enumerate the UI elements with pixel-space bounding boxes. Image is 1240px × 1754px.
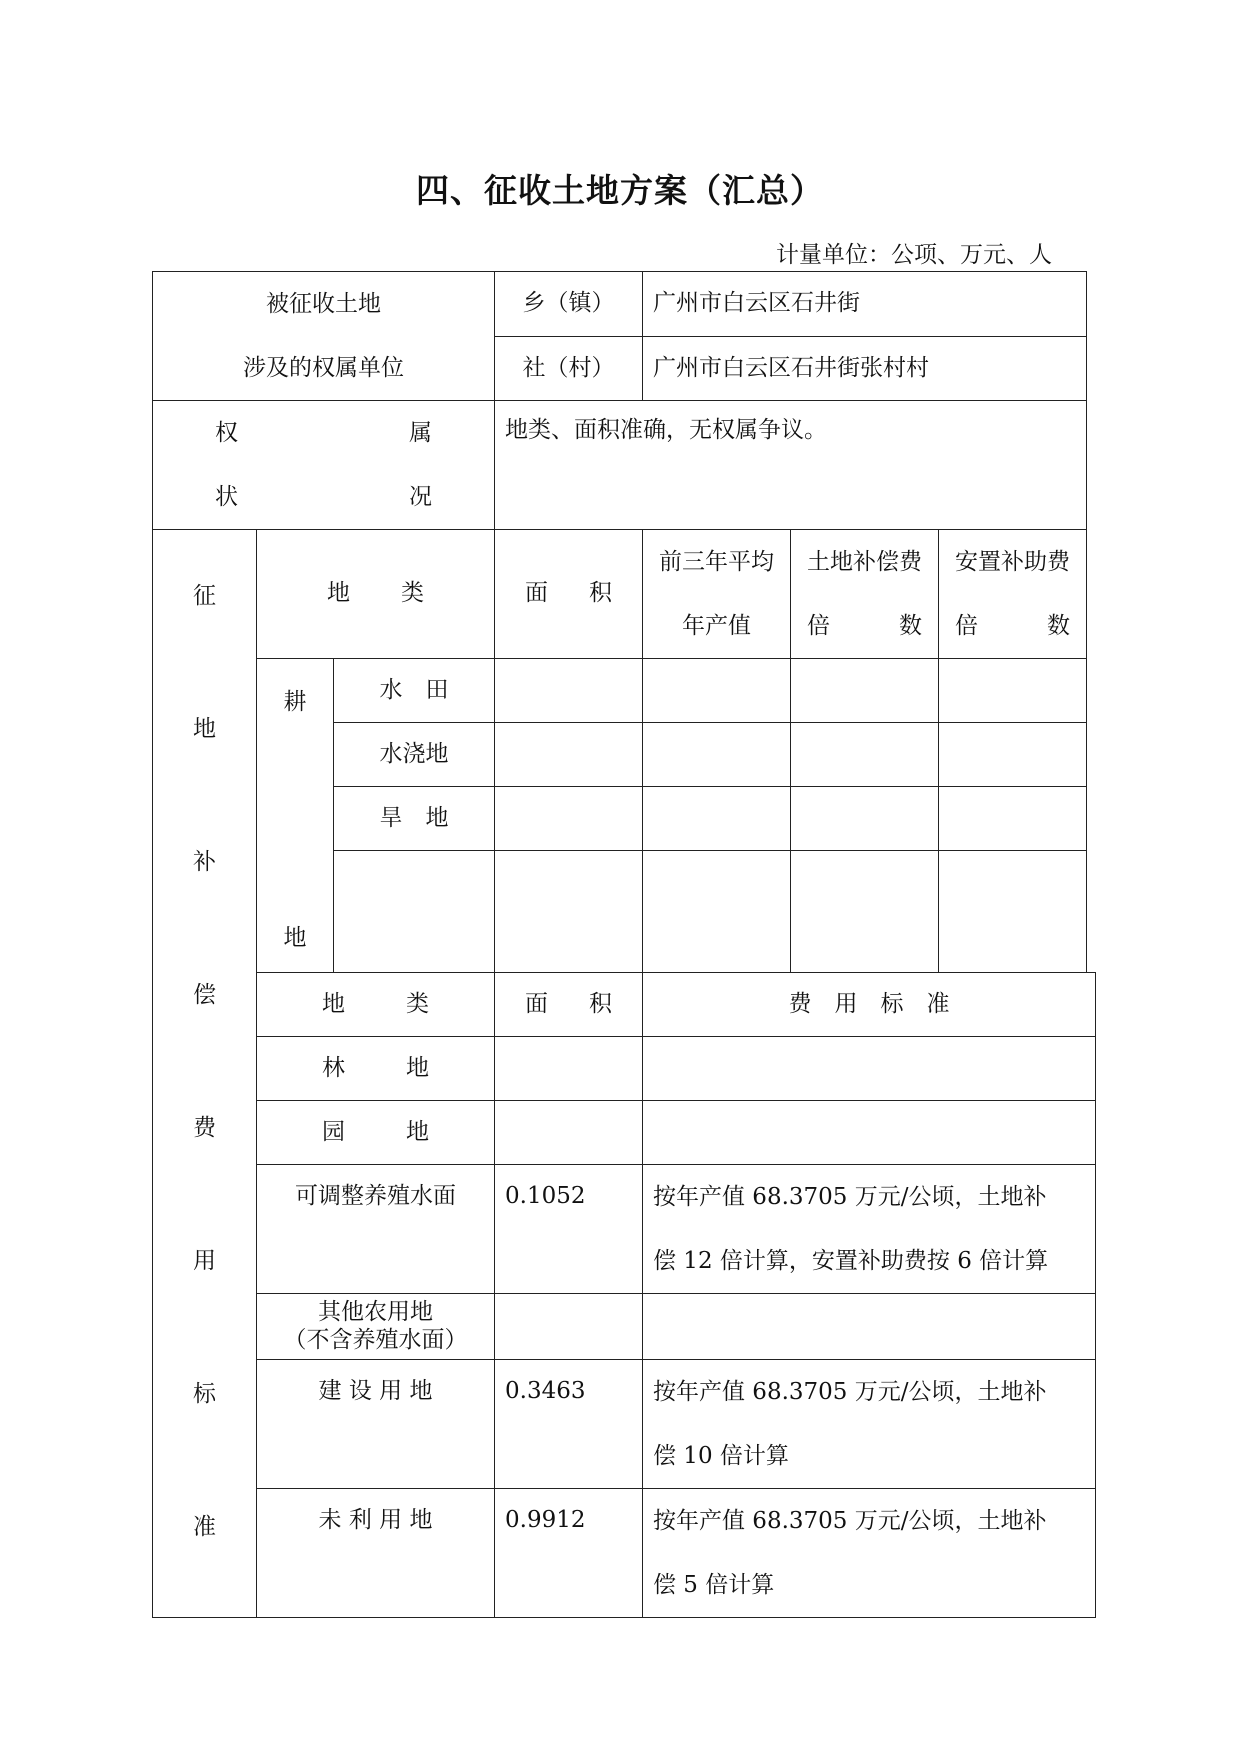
- standard-label-char: 征: [193, 582, 216, 609]
- page-title: 四、征收土地方案（汇总）: [416, 171, 824, 210]
- town-value: 广州市白云区石井街: [643, 272, 1087, 337]
- village-label: 社（村）: [495, 337, 643, 401]
- standard-label-char: 标: [193, 1380, 216, 1407]
- compensation-standard-label: [153, 530, 257, 1618]
- label-char: 林: [322, 1054, 345, 1081]
- land-compensation-multiple-header: [791, 530, 939, 659]
- standard-line: 按年产值 68.3705 万元/公顷，土地补: [653, 1379, 1047, 1405]
- dry-land-label: 旱 地: [334, 787, 495, 851]
- header-char: 数: [1047, 613, 1071, 639]
- standard-label-char: 用: [193, 1247, 216, 1274]
- status-value: 地类、面积准确，无权属争议。: [495, 401, 1087, 530]
- standard-label-char: 偿: [193, 981, 216, 1008]
- avg-output-header: [643, 530, 791, 659]
- town-label: 乡（镇）: [495, 272, 643, 337]
- standard-label-char: 地: [193, 715, 216, 742]
- other-area-header: [495, 973, 643, 1037]
- header-line: 前三年平均: [659, 549, 774, 575]
- label-char: 地: [406, 1118, 429, 1145]
- other-agri-label: [257, 1294, 495, 1360]
- forest-land-label: [257, 1037, 495, 1101]
- table-row: [153, 1037, 1096, 1101]
- status-row: [153, 401, 1096, 530]
- arable-area-header: [495, 530, 643, 659]
- header-char: 地: [327, 580, 350, 607]
- label-char: 地: [406, 1054, 429, 1081]
- resettlement-multiple-header: [939, 530, 1087, 659]
- arable-land-label: [257, 659, 334, 973]
- other-land-type-header: [257, 973, 495, 1037]
- standard-line: 按年产值 68.3705 万元/公顷，土地补: [653, 1508, 1047, 1534]
- other-header-row: [153, 973, 1096, 1037]
- ownership-unit-label: [153, 272, 495, 401]
- arable-header-row: [153, 530, 1096, 659]
- construction-land-label: 建 设 用 地: [257, 1360, 495, 1489]
- measurement-unit: 计量单位：公项、万元、人: [776, 242, 1052, 268]
- header-char: 类: [401, 580, 424, 607]
- header-char: 倍: [807, 613, 830, 639]
- table-row: [153, 1294, 1096, 1360]
- unused-land-area: 0.9912: [495, 1489, 643, 1618]
- standard-label-char: 准: [193, 1513, 216, 1540]
- construction-land-area: 0.3463: [495, 1360, 643, 1489]
- garden-land-label: [257, 1101, 495, 1165]
- town-row: [153, 272, 1096, 337]
- header-char: 数: [899, 613, 922, 639]
- table-row: [153, 1360, 1096, 1489]
- status-label-char: 权: [215, 420, 238, 446]
- status-label-char: 况: [409, 484, 432, 510]
- arable-land-type-header: [257, 530, 495, 659]
- land-acquisition-table: [152, 271, 1096, 1618]
- aquaculture-standard: [643, 1165, 1096, 1294]
- unused-land-label: 未 利 用 地: [257, 1489, 495, 1618]
- irrigated-land-label: 水浇地: [334, 723, 495, 787]
- header-char: 面: [525, 990, 548, 1017]
- status-label-char: 状: [215, 484, 238, 510]
- header-char: 积: [589, 580, 612, 607]
- arable-label-char: 地: [283, 924, 307, 951]
- label-char: 园: [322, 1118, 345, 1145]
- ownership-label-line-2: 涉及的权属单位: [243, 355, 404, 381]
- standard-line: 偿 12 倍计算，安置补助费按 6 倍计算: [653, 1248, 1049, 1274]
- status-label: [153, 401, 495, 530]
- label-line: （不含养殖水面）: [283, 1326, 468, 1353]
- standard-line: 按年产值 68.3705 万元/公顷，土地补: [653, 1184, 1047, 1210]
- construction-land-standard: [643, 1360, 1096, 1489]
- ownership-label-line-1: 被征收土地: [266, 291, 381, 317]
- paddy-field-label: 水 田: [334, 659, 495, 723]
- header-char: 地: [322, 990, 345, 1017]
- header-char: 倍: [955, 613, 978, 639]
- standard-line: 偿 10 倍计算: [653, 1443, 789, 1469]
- header-char: 类: [406, 990, 429, 1017]
- table-row: [153, 1101, 1096, 1165]
- header-line: 土地补偿费: [807, 549, 922, 575]
- header-line: 年产值: [682, 613, 751, 639]
- arable-label-char: 耕: [283, 688, 307, 715]
- aquaculture-area: 0.1052: [495, 1165, 643, 1294]
- unused-land-standard: [643, 1489, 1096, 1618]
- arable-blank-label: [334, 851, 495, 973]
- standard-label-char: 费: [193, 1114, 216, 1141]
- aquaculture-label: 可调整养殖水面: [257, 1165, 495, 1294]
- village-value: 广州市白云区石井街张村村: [643, 337, 1087, 401]
- standard-label-char: 补: [193, 848, 216, 875]
- table-row: [153, 1165, 1096, 1294]
- header-line: 安置补助费: [955, 549, 1071, 575]
- fee-standard-header: 费 用 标 准: [643, 973, 1096, 1037]
- table-row: [153, 659, 1096, 723]
- status-label-char: 属: [409, 420, 432, 446]
- table-row: [153, 1489, 1096, 1618]
- standard-line: 偿 5 倍计算: [653, 1572, 775, 1598]
- header-char: 面: [525, 580, 548, 607]
- label-line: 其他农用地: [318, 1298, 433, 1325]
- header-char: 积: [589, 990, 612, 1017]
